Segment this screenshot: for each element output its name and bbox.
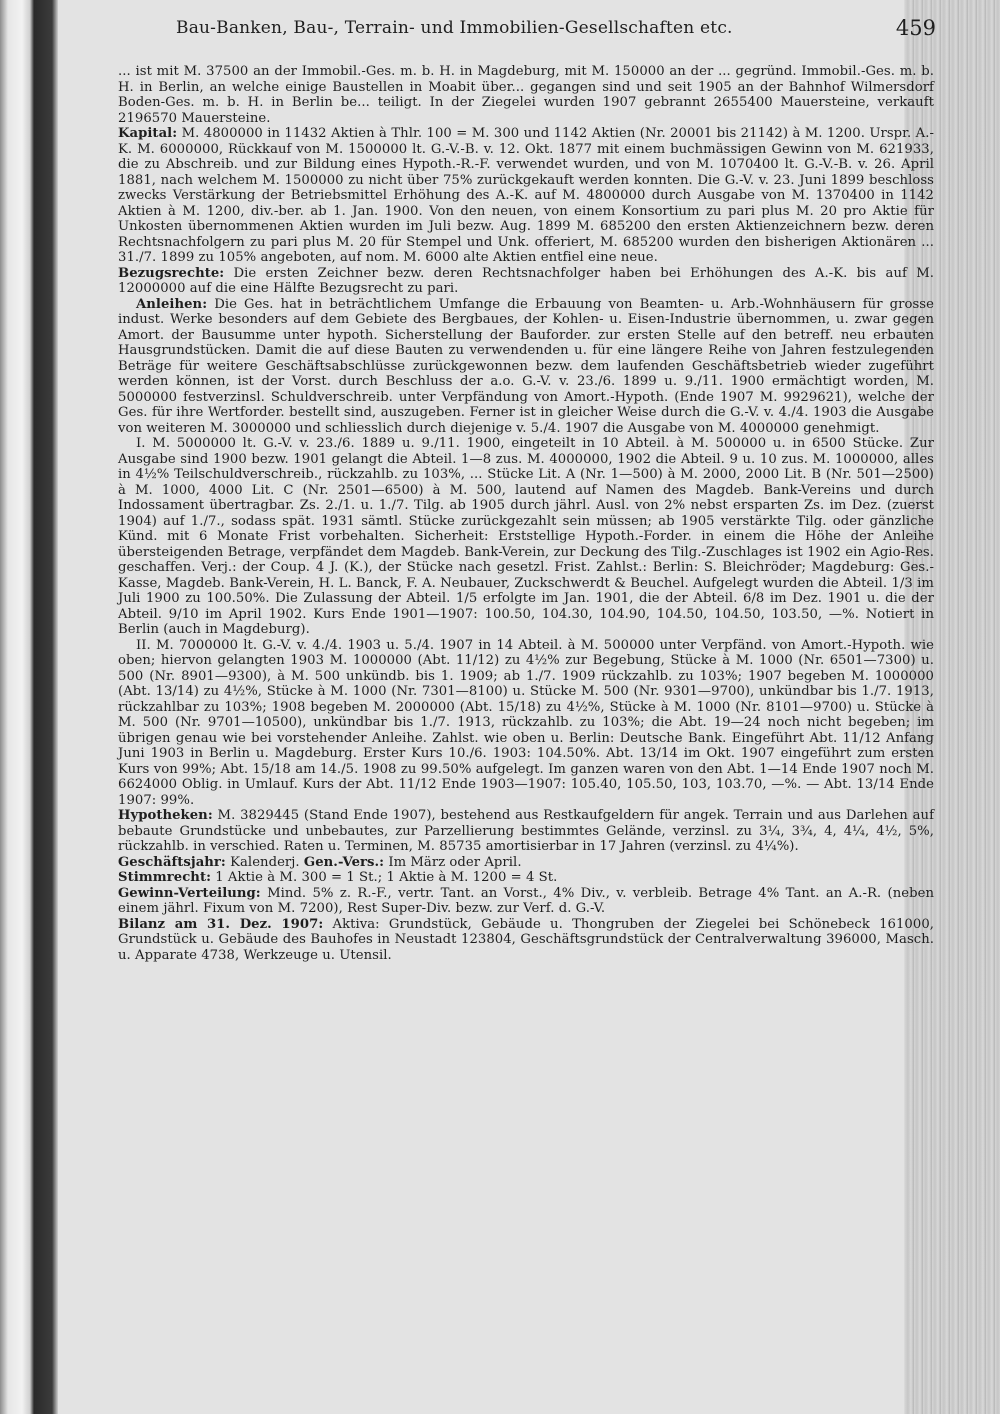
paragraph-text: Die ersten Zeichner bezw. deren Rechtsnachfolger haben bei Erhöhungen des A.-K. bis auf M. 12000000 auf die eine Hälfte Bezugsrecht zu pari. (118, 265, 934, 296)
section-label: Bilanz am 31. Dez. 1907: (118, 916, 324, 932)
section-label: Kapital: (118, 126, 178, 141)
paragraph-gewinn-verteilung (118, 886, 934, 917)
paragraph-text: M. 4800000 in 11432 Aktien à Thlr. 100 = M. 300 und 1142 Aktien (Nr. 20001 bis 21142) à M. 1200. Urspr. A.-K. M. 6000000, Rückkauf von M. 1500000 lt. G.-V.-B. v. 12. Okt. 1877 mit einem buchmässigen Gewinn von M. 621933, die zu Abschreib. und zur Bildung eines Hypoth.-R.-F. verwendet wurden, und von M. 1070400 lt. G.-V.-B. v. 26. April 1881, nach welchem M. 1500000 zu nicht über 75% zurückgekauft werden konnten. Die G.-V. v. 23. Juni 1899 beschloss zwecks Verstärkung der Betriebsmittel Erhöhung des A.-K. auf M. 4800000 durch Ausgabe von M. 1370400 in 1142 Aktien à M. 1200, div.-ber. ab 1. Jan. 1900. Von den neuen, von einem Konsortium zu pari plus M. 20 pro Aktie für Unkosten übernommenen Aktien wurden im Juli bezw. Aug. 1899 M. 685200 den ersten Aktienzeichnern bezw. deren Rechtsnachfolgern zu pari plus M. 20 für Stempel und Unk. offeriert, M. 685200 wurden den bisherigen Aktionären ... 31./7. 1899 zu 105% angeboten, auf nom. M. 6000 alte Aktien entfiel eine neue. (118, 126, 935, 265)
paragraph-stimmrecht (118, 870, 934, 886)
page (58, 0, 936, 1414)
section-label: Bezugsrechte: (118, 265, 225, 281)
paragraph-bilanz (118, 917, 934, 964)
paragraph-text: Kalenderj. (230, 854, 300, 870)
page-number: 459 (895, 16, 936, 40)
paragraph-anleihe-1 (118, 436, 934, 638)
paragraph-bezugsrechte (118, 266, 934, 297)
paragraph-text: Mind. 5% z. R.-F., vertr. Tant. an Vorst., 4% Div., v. verbleib. Betrage 4% Tant. an A.-R. (neben einem jährl. Fixum von M. 7200), Rest Super-Div. bezw. zur Verf. d. G.-V. (118, 885, 934, 916)
section-label: Gewinn-Verteilung: (118, 885, 261, 901)
paragraph-text: Im März oder April. (388, 854, 522, 870)
paragraph-geschaeftsjahr (118, 855, 934, 871)
page-header (176, 18, 936, 44)
paragraph-anleihen (118, 297, 934, 437)
paragraph-text: Aktiva: Grundstück, Gebäude u. Thongruben der Ziegelei bei Schönebeck 161000, Grundstück u. Gebäude des Bauhofes in Neustadt 123804, Geschäftsgrundstück der Centralverwaltung 396000, Masch. u. Apparate 4738, Werkzeuge u. Utensil. (118, 916, 934, 963)
section-label: Anleihen: (136, 296, 208, 312)
paragraph-intro (118, 64, 934, 126)
paragraph-text: II. M. 7000000 lt. G.-V. v. 4./4. 1903 u. 5./4. 1907 in 14 Abteil. à M. 500000 unter Verpfänd. von Amort.-Hypoth. wie oben; hiervon gelangten 1903 M. 1000000 (Abt. 11/12) zu 4½% zur Begebung, Stücke à M. 1000 (Nr. 6501—7300) u. 500 (Nr. 8901—9300), à M. 500 unkündb. bis 1. 1909; ab 1./7. 1909 rückzahlb. zu 103%; 1907 begeben M. 1000000 (Abt. 13/14) zu 4½%, Stücke à M. 1000 (Nr. 7301—8100) u. Stücke M. 500 (Nr. 9301—9700), unkündbar bis 1./7. 1913, rückzahlbar zu 103%; 1908 begeben M. 2000000 (Abt. 15/18) zu 4½%, Stücke à M. 1000 (Nr. 8101—9700) u. Stücke à M. 500 (Nr. 9701—10500), unkündbar bis 1./7. 1913, rückzahlb. zu 103%; die Abt. 19—24 noch nicht begeben; im übrigen genau wie bei vorstehender Anleihe. Zahlst. wie oben u. Berlin: Deutsche Bank. Eingeführt Abt. 11/12 Anfang Juni 1903 in Berlin u. Magdeburg. Erster Kurs 10./6. 1903: 104.50%. Abt. 13/14 im Okt. 1907 eingeführt zum ersten Kurs von 99%; Abt. 15/18 am 14./5. 1908 zu 99.50% aufgelegt. Im ganzen waren von den Abt. 1—14 Ende 1907 noch M. 6624000 Oblig. in Umlauf. Kurs der Abt. 11/12 Ende 1903—1907: 105.40, 105.50, 103, 103.70, —%. — Abt. 13/14 Ende 1907: 99%. (118, 637, 934, 808)
section-label: Geschäftsjahr: (118, 854, 226, 870)
paragraph-text: 1 Aktie à M. 300 = 1 St.; 1 Aktie à M. 1200 = 4 St. (215, 870, 558, 885)
running-title: Bau-Banken, Bau-, Terrain- und Immobilien-Gesellschaften etc. (176, 18, 733, 38)
section-label: Stimmrecht: (118, 870, 211, 885)
paragraph-text: ... ist mit M. 37500 an der Immobil.-Ges. m. b. H. in Magdeburg, mit M. 150000 an der ... gegründ. Immobil.-Ges. m. b. H. in Berlin, an welche einige Baustellen in Moabit über... gegangen sind und seit 1905 an der Bahnhof Wilmersdorf Boden-Ges. m. b. H. in Berlin be... teiligt. In der Ziegelei wurden 1907 gebrannt 2655400 Mauersteine, verkauft 2196570 Mauersteine. (118, 64, 934, 126)
paragraph-hypotheken (118, 808, 934, 855)
paragraph-kapital (118, 126, 934, 266)
paragraph-text: M. 3829445 (Stand Ende 1907), bestehend aus Restkaufgeldern für angek. Terrain und aus Darlehen auf bebaute Grundstücke und unbebautes, zur Parzellierung bestimmtes Gelände, verzinsl. zu 3¼, 3¾, 4, 4¼, 4½, 5%, rückzahlb. in verschied. Raten u. Terminen, M. 85735 amortisierbar in 17 Jahren (verzinsl. zu 4¼%). (118, 808, 934, 854)
section-label: Gen.-Vers.: (303, 854, 385, 870)
page-body (118, 64, 934, 963)
section-label: Hypotheken: (118, 808, 213, 823)
book-gutter (0, 0, 58, 1414)
paragraph-text: Die Ges. hat in beträchtlichem Umfange die Erbauung von Beamten- u. Arb.-Wohnhäusern für grosse indust. Werke besonders auf dem Gebiete des Bergbaues, der Kohlen- u. Eisen-Industrie übernommen, u. zwar gegen Amort. der Bausumme unter hypoth. Sicherstellung der Bauforder. zur ersten Stelle auf den betreff. neu erbauten Hausgrundstücken. Damit die auf diese Bauten zu verwendenden u. für eine längere Reihe von Jahren festzulegenden Beträge für weitere Geschäftsabschlüsse zurückgewonnen bezw. dem laufenden Geschäftsbetrieb wieder zugeführt werden können, ist der Vorst. durch Beschluss der a.o. G.-V. v. 23./6. 1899 u. 9./11. 1900 ermächtigt worden, M. 5000000 festverzinsl. Schuldverschreib. unter Verpfändung von Amort.-Hypoth. (Ende 1907 M. 9929621), welche der Ges. für ihre Wertforder. bestellt sind, auszugeben. Ferner ist in gleicher Weise durch die G.-V. v. 4./4. 1903 die Ausgabe von weiteren M. 3000000 und schliesslich durch diejenige v. 5./4. 1907 die Ausgabe von M. 4000000 genehmigt. (118, 296, 934, 436)
paragraph-anleihe-2 (118, 638, 934, 809)
paragraph-text: I. M. 5000000 lt. G.-V. v. 23./6. 1889 u. 9./11. 1900, eingeteilt in 10 Abteil. à M. 500000 u. in 6500 Stücke. Zur Ausgabe sind 1900 bezw. 1901 gelangt die Abteil. 1—8 zus. M. 4000000, 1902 die Abteil. 9 u. 10 zus. M. 1000000, alles in 4½% Teilschuldverschreib., rückzahlb. zu 103%, ... Stücke Lit. A (Nr. 1—500) à M. 2000, 2000 Lit. B (Nr. 501—2500) à M. 1000, 4000 Lit. C (Nr. 2501—6500) à M. 500, lautend auf Namen des Magdeb. Bank-Vereins und durch Indossament übertragbar. Zs. 2./1. u. 1./7. Tilg. ab 1905 durch jährl. Ausl. von 2% nebst ersparten Zs. im Dez. (zuerst 1904) auf 1./7., sodass spät. 1931 sämtl. Stücke zurückgezahlt sein müssen; ab 1905 verstärkte Tilg. oder gänzliche Künd. mit 6 Monate Frist vorbehalten. Sicherheit: Erststellige Hypoth.-Forder. in einem die Höhe der Anleihe übersteigenden Betrage, verpfändet dem Magdeb. Bank-Verein, zur Deckung des Tilg.-Zuschlages ist 1902 ein Agio-Res. geschaffen. Verj.: der Coup. 4 J. (K.), der Stücke nach gesetzl. Frist. Zahlst.: Berlin: S. Bleichröder; Magdeburg: Ges.-Kasse, Magdeb. Bank-Verein, H. L. Banck, F. A. Neubauer, Zuckschwerdt & Beuchel. Aufgelegt wurden die Abteil. 1/3 im Juli 1900 zu 100.50%. Die Zulassung der Abteil. 1/5 erfolgte im Jan. 1901, die der Abteil. 6/8 im Dez. 1901 u. die der Abteil. 9/10 im April 1902. Kurs Ende 1901—1907: 100.50, 104.30, 104.90, 104.50, 104.50, 103.50, —%. Notiert in Berlin (auch in Magdeburg). (118, 436, 934, 637)
